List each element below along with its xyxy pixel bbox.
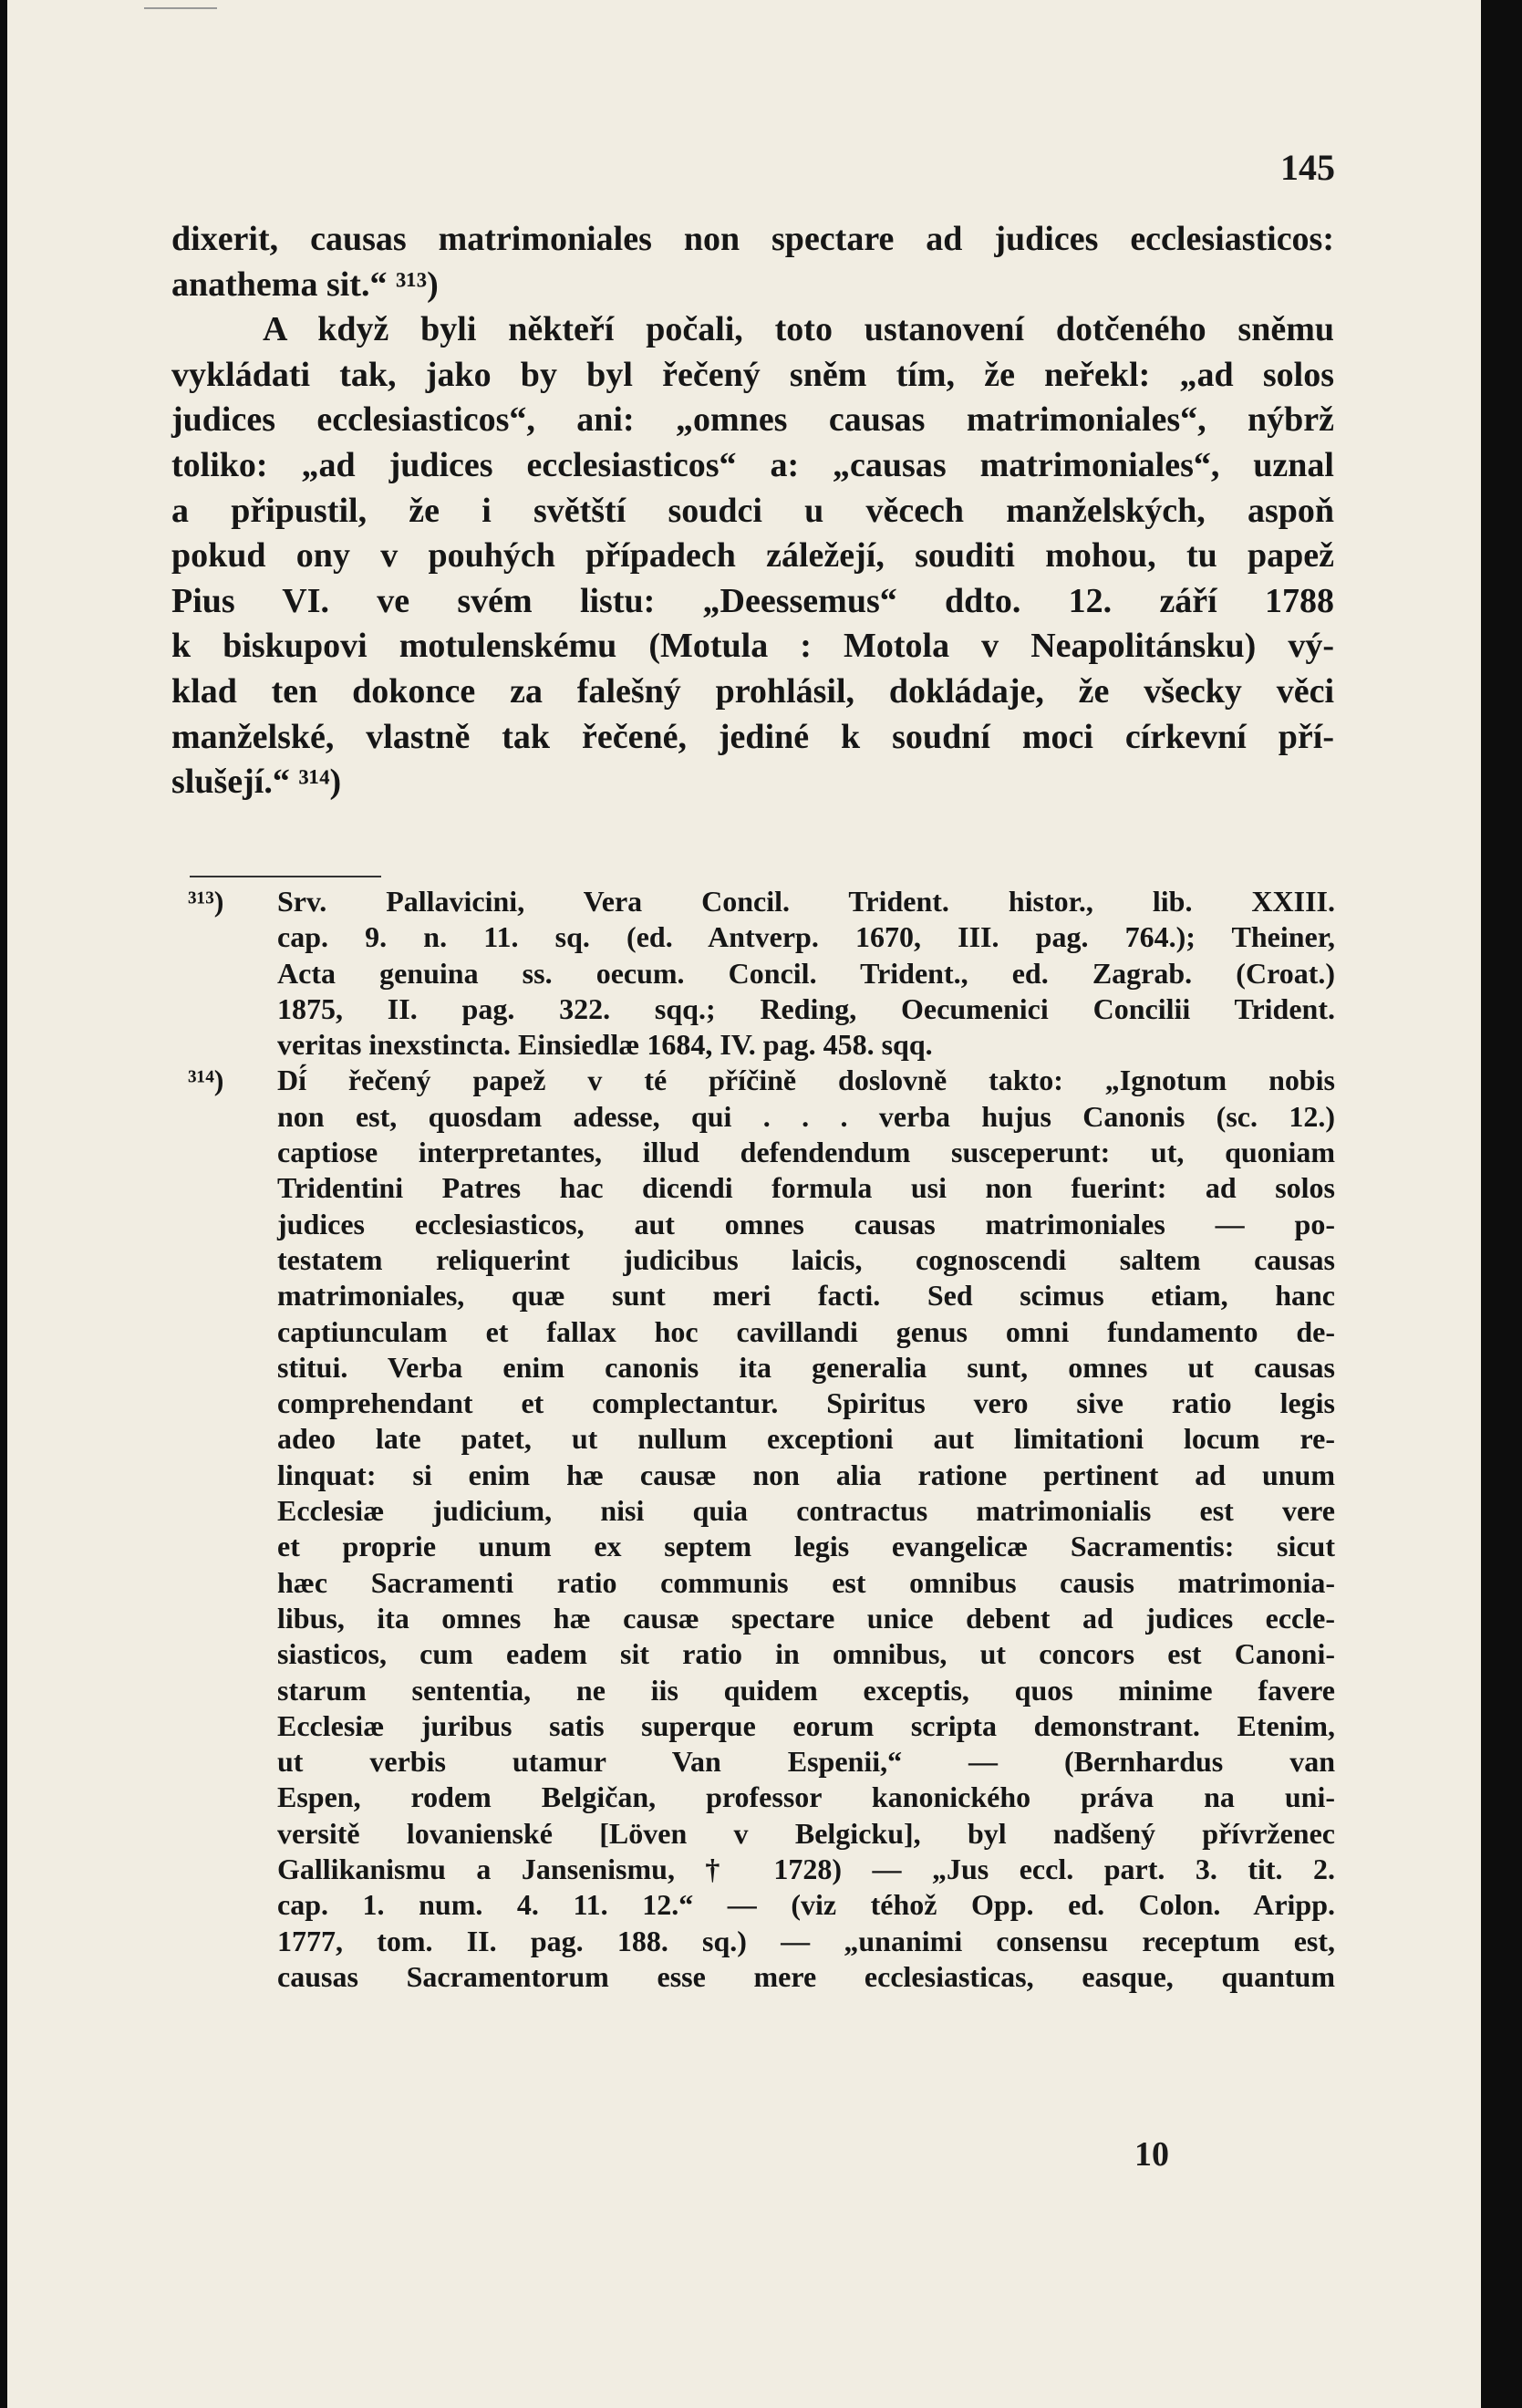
footnote-313-line: cap. 9. n. 11. sq. (ed. Antverp. 1670, III. pag. 764.); Theiner, — [277, 920, 1335, 954]
footnote-text: Srv. Pallavicini, Vera Concil. Trident. histor., lib. XXIII. — [277, 885, 1335, 918]
footnote-314-line: Gallikanismu a Jansenismu, † 1728) — „Jus eccl. part. 3. tit. 2. — [277, 1853, 1335, 1886]
footnote-divider — [190, 876, 381, 877]
footnote-314-line: hæc Sacramenti ratio communis est omnibus causis matrimonia- — [277, 1565, 1335, 1599]
footnote-313-line — [188, 884, 1335, 919]
footnote-313-line: 1875, II. pag. 322. sqq.; Reding, Oecumenici Concilii Trident. — [277, 991, 1335, 1025]
main-line: pokud ony v pouhých případech záležejí, souditi mohou, tu papež — [171, 536, 1334, 576]
footnote-314-line: Tridentini Patres hac dicendi formula usi non fuerint: ad solos — [277, 1171, 1335, 1205]
footnote-314-line: causas Sacramentorum esse mere ecclesiasticas, easque, quantum — [277, 1959, 1335, 1993]
footnote-314-line: ut verbis utamur Van Espenii,“ — (Bernhardus van — [277, 1745, 1335, 1779]
footnote-314-line: non est, quosdam adesse, qui . . . verba hujus Canonis (sc. 12.) — [277, 1099, 1335, 1133]
footnote-314-line: linquat: si enim hæ causæ non alia ratione pertinent ad unum — [277, 1458, 1335, 1491]
footnote-314-line: adeo late patet, ut nullum exceptioni aut limitationi locum re- — [277, 1422, 1335, 1456]
main-line: manželské, vlastně tak řečené, jediné k soudní moci církevní pří- — [171, 717, 1334, 756]
main-line: Pius VI. ve svém listu: „Deessemus“ ddto. 12. září 1788 — [171, 581, 1334, 620]
footnote-314-line: Ecclesiæ juribus satis superque eorum scripta demonstrant. Etenim, — [277, 1708, 1335, 1742]
footnote-314-mark: ³¹⁴) — [188, 1064, 224, 1097]
footnote-314-line: captiunculam et fallax hoc cavillandi genus omni fundamento de- — [277, 1314, 1335, 1348]
footnote-314-line: 1777, tom. II. pag. 188. sq.) — „unanimi consensu receptum est, — [277, 1924, 1335, 1957]
footnote-314-line: captiose interpretantes, illud defendendum susceperunt: ut, quoniam — [277, 1136, 1335, 1169]
footnote-314-line: Espen, rodem Belgičan, professor kanonického práva na uni- — [277, 1780, 1335, 1814]
footnote-314-line: matrimoniales, quæ sunt meri facti. Sed scimus etiam, hanc — [277, 1279, 1335, 1313]
footnote-text: Dí́ řečený papež v té příčině doslovně takto: „Ignotum nobis — [277, 1064, 1335, 1097]
main-line: judices ecclesiasticos“, ani: „omnes causas matrimoniales“, nýbrž — [171, 400, 1334, 440]
main-text — [171, 217, 1334, 805]
main-line: vykládati tak, jako by byl řečený sněm tím, že neřekl: „ad solos — [171, 355, 1334, 394]
footnote-314-line: cap. 1. num. 4. 11. 12.“ — (viz téhož Opp. ed. Colon. Aripp. — [277, 1888, 1335, 1922]
main-line: k biskupovi motulenskému (Motula : Motola v Neapolitánsku) vý- — [171, 627, 1334, 666]
footnote-314-line: versitě lovanienské [Löven v Belgicku], byl nadšený přívrženec — [277, 1816, 1335, 1850]
footnote-314-line: siasticos, cum eadem sit ratio in omnibus, ut concors est Canoni- — [277, 1637, 1335, 1671]
main-line: klad ten dokonce za falešný prohlásil, dokládaje, že všecky věci — [171, 671, 1334, 711]
footnote-314-line — [188, 1063, 1335, 1098]
main-line: anathema sit.“ ³¹³) — [171, 265, 439, 304]
book-page — [7, 0, 1481, 2408]
footnote-313-mark: ³¹³) — [188, 885, 224, 918]
main-line: slušejí.“ ³¹⁴) — [171, 763, 342, 802]
footnote-313-line: veritas inexstincta. Einsiedlæ 1684, IV. pag. 458. sqq. — [277, 1028, 933, 1062]
footnote-314-line: libus, ita omnes hæ causæ spectare unice debent ad judices eccle- — [277, 1601, 1335, 1635]
footnote-314-line: Ecclesiæ judicium, nisi quia contractus matrimonialis est vere — [277, 1494, 1335, 1528]
footnote-314-line: stitui. Verba enim canonis ita generalia sunt, omnes ut causas — [277, 1350, 1335, 1384]
footnote-314-line: judices ecclesiasticos, aut omnes causas matrimoniales — po- — [277, 1207, 1335, 1240]
footnote-314-line: et proprie unum ex septem legis evangelicæ Sacramentis: sicut — [277, 1530, 1335, 1563]
footnotes — [188, 884, 1335, 1995]
top-edge-mark — [144, 7, 217, 9]
signature-mark: 10 — [1134, 2135, 1169, 2174]
main-line: toliko: „ad judices ecclesiasticos“ a: „causas matrimoniales“, uznal — [171, 445, 1334, 484]
main-line: a připustil, že i světští soudci u věcech manželských, aspoň — [171, 491, 1334, 530]
page-number: 145 — [1280, 147, 1335, 188]
main-line: dixerit, causas matrimoniales non spectare ad judices ecclesiasticos: — [171, 220, 1334, 258]
footnote-314-line: comprehendant et complectantur. Spiritus vero sive ratio legis — [277, 1386, 1335, 1420]
footnote-314-line: testatem reliquerint judicibus laicis, cognoscendi saltem causas — [277, 1242, 1335, 1276]
footnote-313-line: Acta genuina ss. oecum. Concil. Trident., ed. Zagrab. (Croat.) — [277, 956, 1335, 990]
main-line: A když byli někteří počali, toto ustanovení dotčeného sněmu — [263, 310, 1334, 349]
footnote-314-line: starum sententia, ne iis quidem exceptis, quos minime favere — [277, 1673, 1335, 1707]
